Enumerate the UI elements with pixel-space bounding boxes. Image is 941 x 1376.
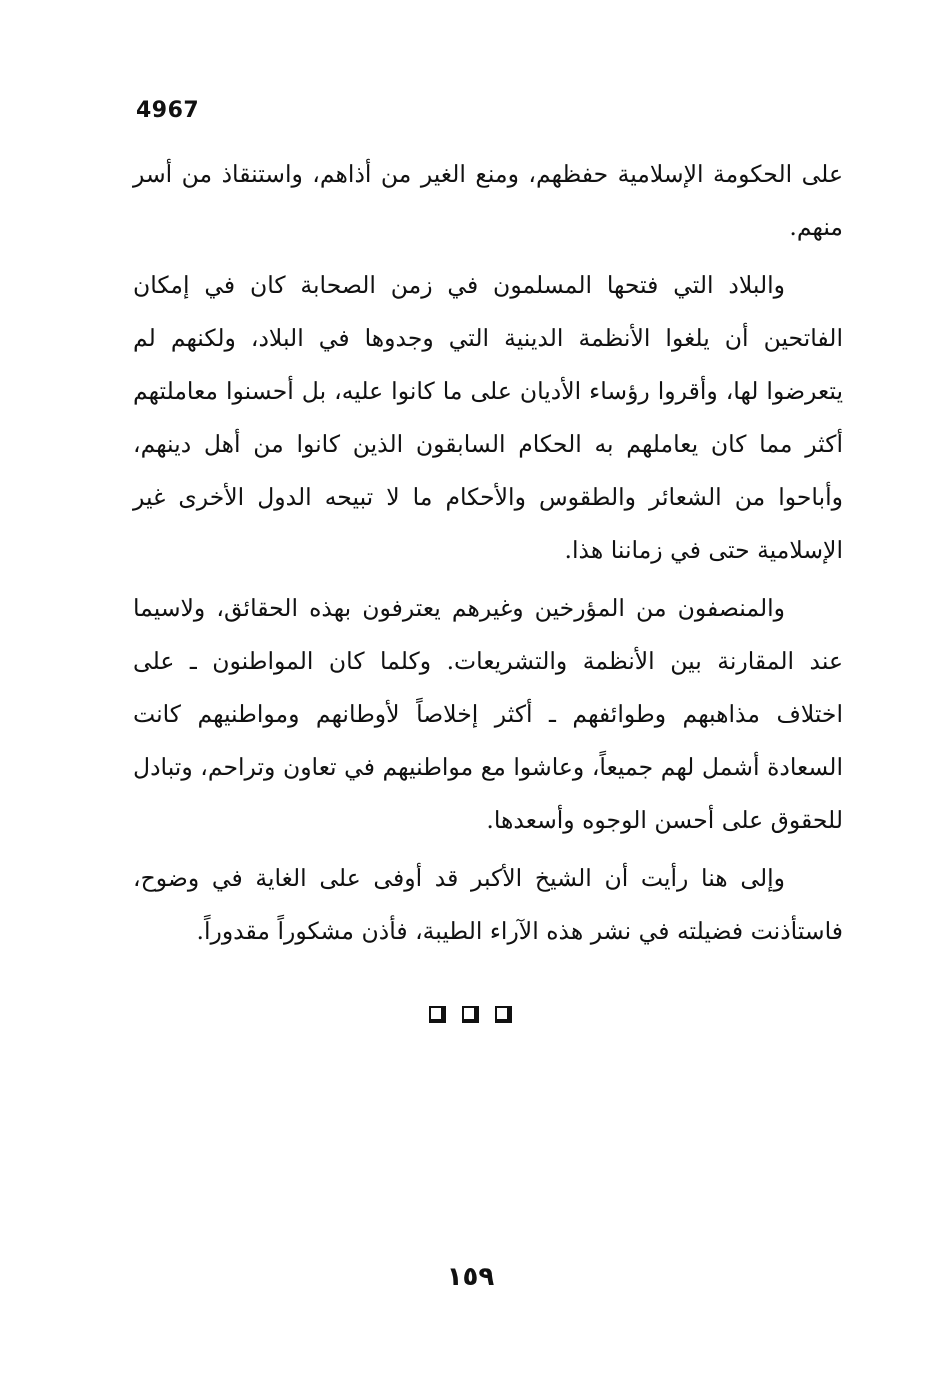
section-separator [0,1006,941,1023]
page-code: 4967 [136,98,200,123]
separator-box-icon [429,1006,446,1023]
paragraph-3: والمنصفون من المؤرخين وغيرهم يعترفون بهذه الحقائق، ولاسيما عند المقارنة بين الأنظمة والتشريعات. وكلما كان المواطنون ـ على اختلاف مذاهبهم وطوائفهم ـ أكثر إخلاصاً لأوطانهم ومواطنيهم كانت السعادة أشمل لهم جميعاً، وعاشوا مع مواطنيهم في تعاون وتراحم، وتبادل للحقوق على أحسن الوجوه وأسعدها. [133,594,843,834]
separator-box-icon [495,1006,512,1023]
page-number: ١٥٩ [446,1262,495,1292]
paragraph-4: وإلى هنا رأيت أن الشيخ الأكبر قد أوفى على الغاية في وضوح، فاستأذنت فضيلته في نشر هذه الآراء الطيبة، فأذن مشكوراً مقدوراً. [133,864,843,945]
paragraph-1: على الحكومة الإسلامية حفظهم، ومنع الغير من أذاهم، واستنقاذ من أسر منهم. [133,160,843,241]
paragraph-2: والبلاد التي فتحها المسلمون في زمن الصحابة كان في إمكان الفاتحين أن يلغوا الأنظمة الدينية التي وجدوها في البلاد، ولكنهم لم يتعرضوا لها، وأقروا رؤساء الأديان على ما كانوا عليه، بل أحسنوا معاملتهم أكثر مما كان يعاملهم به الحكام السابقون الذين كانوا من أهل دينهم، وأباحوا من الشعائر والطقوس والأحكام ما لا تبيحه الدول الأخرى غير الإسلامية حتى في زماننا هذا. [133,271,843,564]
body-text [133,148,843,963]
separator-box-icon [462,1006,479,1023]
